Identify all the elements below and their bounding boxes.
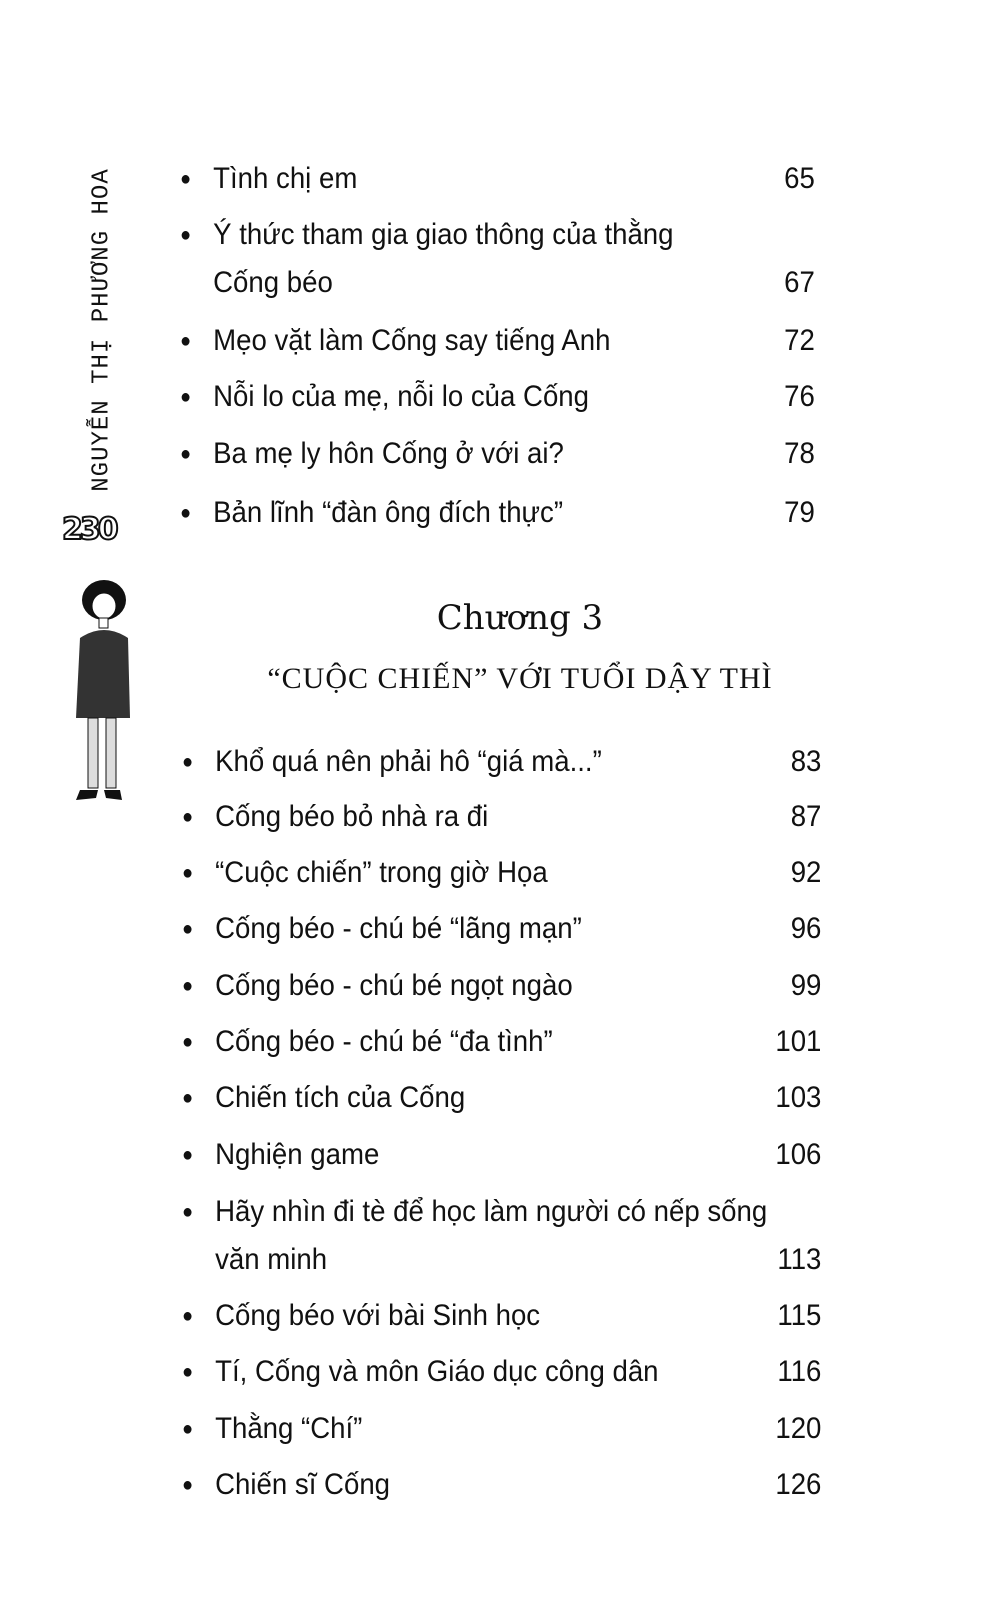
chapter-title: “CUỘC CHIẾN” VỚI TUỔI DẬY THÌ [267, 662, 773, 695]
toc-entry[interactable]: ● Hãy nhìn đi tè để học làm người có nếp sống văn minh 113 [182, 1195, 822, 1276]
bullet-icon: ● [180, 330, 192, 352]
bullet-icon: ● [182, 806, 194, 828]
bullet-icon: ● [182, 1305, 194, 1327]
bullet-icon: ● [182, 1361, 194, 1383]
chapter-label: Chương 3 [436, 598, 604, 638]
bullet-icon: ● [180, 502, 192, 524]
bullet-icon: ● [182, 1418, 194, 1440]
page-number: 230 [62, 512, 116, 547]
running-header [82, 160, 122, 500]
bullet-icon: ● [182, 1031, 194, 1053]
bullet-icon: ● [182, 1144, 194, 1166]
bullet-icon: ● [182, 751, 194, 773]
bullet-icon: ● [182, 1201, 194, 1223]
toc-entry[interactable]: ● Ý thức tham gia giao thông của thằng Cống béo 67 [180, 218, 815, 299]
bullet-icon: ● [182, 975, 194, 997]
bullet-icon: ● [182, 862, 194, 884]
author-name: NGUYỄN THỊ PHƯƠNG HOA [88, 168, 116, 492]
bullet-icon: ● [182, 918, 194, 940]
bullet-icon: ● [180, 386, 192, 408]
bullet-icon: ● [180, 443, 192, 465]
bullet-icon: ● [182, 1087, 194, 1109]
bullet-icon: ● [180, 168, 192, 190]
bullet-icon: ● [180, 224, 192, 246]
bullet-icon: ● [182, 1474, 194, 1496]
